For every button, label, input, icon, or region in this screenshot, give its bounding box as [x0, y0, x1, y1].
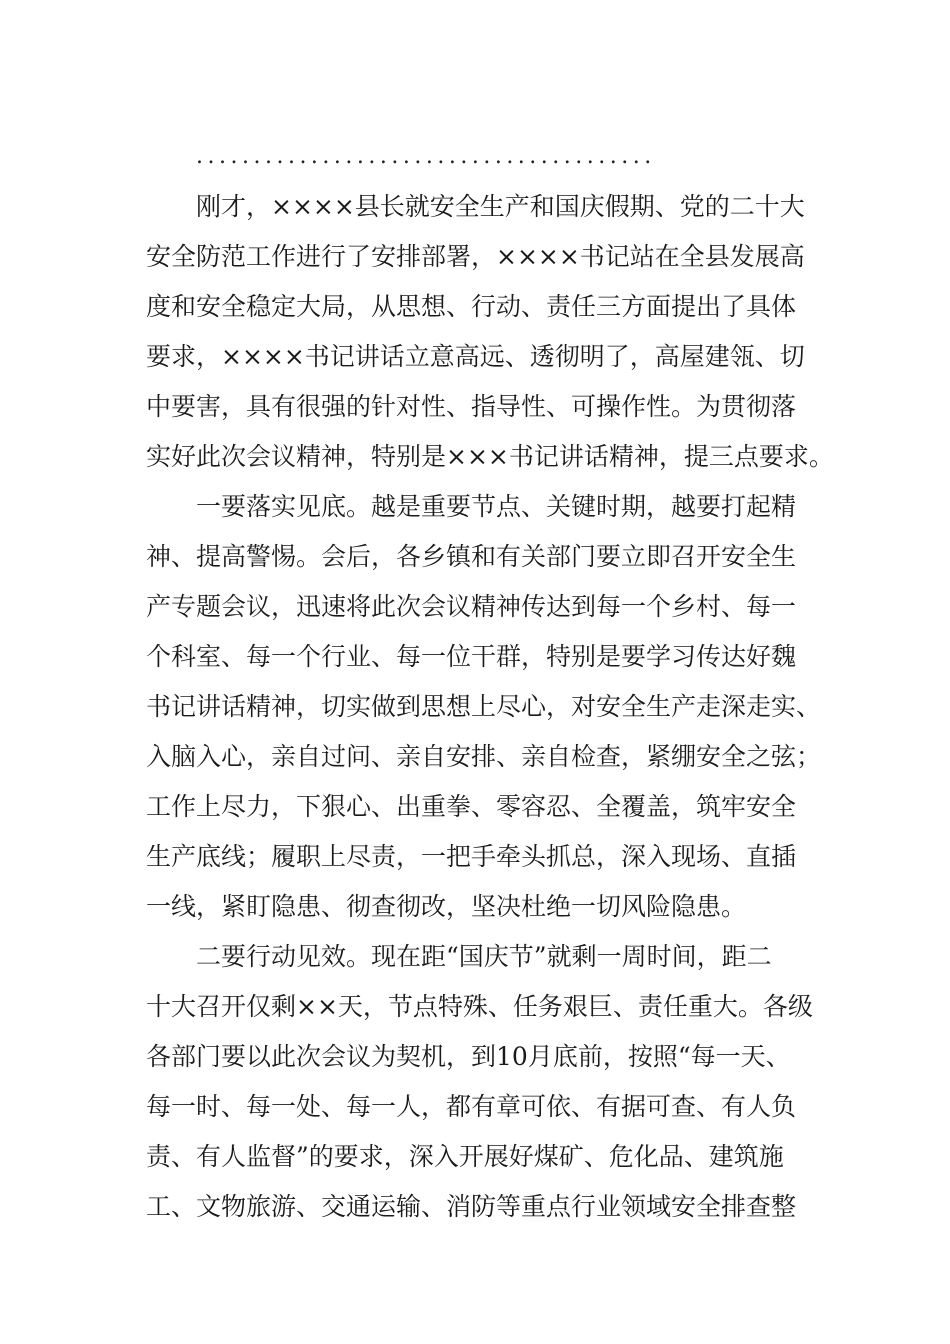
separator-dots: ........................................ — [196, 144, 656, 169]
text-line: 实好此次会议精神，特别是×××书记讲话精神，提三点要求。 — [146, 442, 834, 471]
text-line: 各部门要以此次会议为契机，到10月底前，按照“每一天、 — [146, 1042, 791, 1071]
body-text — [146, 182, 834, 1232]
text-line: 个科室、每一个行业、每一位干群，特别是要学习传达好魏 — [146, 642, 797, 671]
text-line: 中要害，具有很强的针对性、指导性、可操作性。为贯彻落 — [146, 392, 797, 421]
text-line: 书记讲话精神，切实做到思想上尽心，对安全生产走深走实、 — [146, 692, 822, 721]
text-line: 每一时、每一处、每一人，都有章可依、有据可查、有人负 — [146, 1092, 797, 1121]
text-line: 十大召开仅剩××天，节点特殊、任务艰巨、责任重大。各级 — [146, 992, 813, 1021]
text-line: 要求，××××书记讲话立意高远、透彻明了，高屋建瓴、切 — [146, 342, 805, 371]
text-line: 责、有人监督”的要求，深入开展好煤矿、危化品、建筑施 — [146, 1142, 784, 1171]
text-line: 生产底线；履职上尽责，一把手牵头抓总，深入现场、直插 — [146, 842, 797, 871]
text-line: 一要落实见底。越是重要节点、关键时期，越要打起精 — [196, 492, 797, 521]
text-line: 神、提高警惕。会后，各乡镇和有关部门要立即召开安全生 — [146, 542, 797, 571]
text-line: 度和安全稳定大局，从思想、行动、责任三方面提出了具体 — [146, 292, 797, 321]
text-line: 安全防范工作进行了安排部署，××××书记站在全县发展高 — [146, 242, 805, 271]
text-line: 工、文物旅游、交通运输、消防等重点行业领域安全排查整 — [146, 1192, 797, 1221]
text-line: 一线，紧盯隐患、彻查彻改，坚决杜绝一切风险隐患。 — [146, 892, 747, 921]
text-line: 工作上尽力，下狠心、出重拳、零容忍、全覆盖，筑牢安全 — [146, 792, 797, 821]
text-line: 产专题会议，迅速将此次会议精神传达到每一个乡村、每一 — [146, 592, 797, 621]
text-line: 刚才，××××县长就安全生产和国庆假期、党的二十大 — [196, 192, 805, 221]
text-line: 二要行动见效。现在距“国庆节”就剩一周时间，距二 — [196, 942, 772, 971]
text-line: 入脑入心，亲自过问、亲自安排、亲自检查，紧绷安全之弦； — [146, 742, 822, 771]
